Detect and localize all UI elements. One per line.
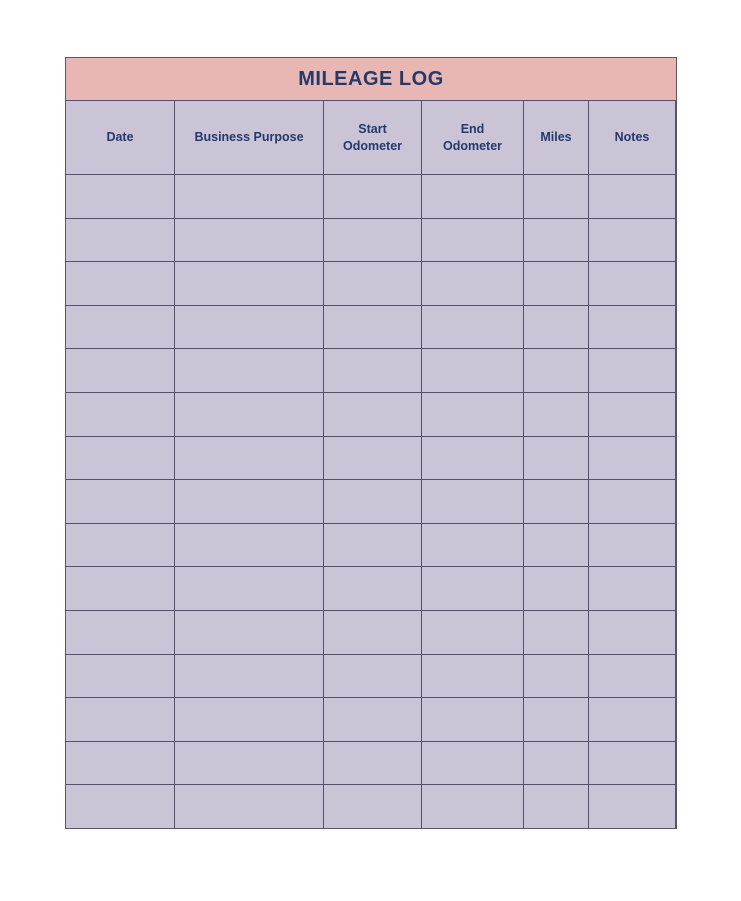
table-cell-start-odometer[interactable] (324, 175, 421, 218)
table-cell-notes[interactable] (589, 393, 675, 436)
table-cell-notes[interactable] (589, 306, 675, 349)
table-cell-start-odometer[interactable] (324, 262, 421, 305)
table-cell-date[interactable] (66, 567, 174, 610)
table-cell-business-purpose[interactable] (175, 437, 323, 480)
column-header-end-odometer: End Odometer (422, 101, 523, 174)
mileage-log-table (65, 57, 677, 829)
table-cell-notes[interactable] (589, 698, 675, 741)
table-cell-date[interactable] (66, 698, 174, 741)
table-cell-end-odometer[interactable] (422, 175, 523, 218)
table-cell-business-purpose[interactable] (175, 698, 323, 741)
table-cell-start-odometer[interactable] (324, 698, 421, 741)
table-cell-business-purpose[interactable] (175, 175, 323, 218)
table-cell-business-purpose[interactable] (175, 655, 323, 698)
table-cell-business-purpose[interactable] (175, 524, 323, 567)
table-cell-business-purpose[interactable] (175, 219, 323, 262)
table-cell-date[interactable] (66, 655, 174, 698)
table-cell-end-odometer[interactable] (422, 306, 523, 349)
table-cell-miles[interactable] (524, 567, 588, 610)
table-cell-end-odometer[interactable] (422, 611, 523, 654)
table-cell-miles[interactable] (524, 785, 588, 828)
table-cell-start-odometer[interactable] (324, 480, 421, 523)
table-cell-end-odometer[interactable] (422, 437, 523, 480)
table-cell-end-odometer[interactable] (422, 219, 523, 262)
table-cell-start-odometer[interactable] (324, 742, 421, 785)
table-cell-business-purpose[interactable] (175, 349, 323, 392)
table-cell-start-odometer[interactable] (324, 567, 421, 610)
table-cell-miles[interactable] (524, 611, 588, 654)
table-cell-miles[interactable] (524, 262, 588, 305)
table-cell-miles[interactable] (524, 524, 588, 567)
table-cell-start-odometer[interactable] (324, 219, 421, 262)
table-cell-miles[interactable] (524, 349, 588, 392)
table-cell-start-odometer[interactable] (324, 655, 421, 698)
log-grid (66, 101, 676, 828)
table-cell-miles[interactable] (524, 437, 588, 480)
table-cell-end-odometer[interactable] (422, 567, 523, 610)
table-title-band (66, 58, 676, 101)
table-cell-date[interactable] (66, 219, 174, 262)
table-cell-notes[interactable] (589, 480, 675, 523)
table-cell-business-purpose[interactable] (175, 742, 323, 785)
table-cell-notes[interactable] (589, 349, 675, 392)
table-cell-end-odometer[interactable] (422, 524, 523, 567)
table-cell-notes[interactable] (589, 567, 675, 610)
table-cell-start-odometer[interactable] (324, 349, 421, 392)
table-cell-date[interactable] (66, 480, 174, 523)
table-cell-business-purpose[interactable] (175, 785, 323, 828)
column-header-miles: Miles (524, 101, 588, 174)
table-cell-notes[interactable] (589, 524, 675, 567)
table-cell-miles[interactable] (524, 393, 588, 436)
table-title: MILEAGE LOG (298, 67, 444, 90)
table-cell-date[interactable] (66, 306, 174, 349)
table-cell-business-purpose[interactable] (175, 611, 323, 654)
table-cell-business-purpose[interactable] (175, 480, 323, 523)
column-header-business-purpose: Business Purpose (175, 101, 323, 174)
table-cell-start-odometer[interactable] (324, 393, 421, 436)
table-cell-business-purpose[interactable] (175, 306, 323, 349)
table-cell-business-purpose[interactable] (175, 567, 323, 610)
table-cell-end-odometer[interactable] (422, 742, 523, 785)
table-cell-notes[interactable] (589, 262, 675, 305)
table-cell-end-odometer[interactable] (422, 262, 523, 305)
table-cell-notes[interactable] (589, 655, 675, 698)
table-cell-end-odometer[interactable] (422, 480, 523, 523)
table-cell-date[interactable] (66, 393, 174, 436)
table-cell-start-odometer[interactable] (324, 524, 421, 567)
table-cell-miles[interactable] (524, 480, 588, 523)
table-cell-notes[interactable] (589, 219, 675, 262)
table-cell-miles[interactable] (524, 175, 588, 218)
table-cell-notes[interactable] (589, 175, 675, 218)
table-cell-date[interactable] (66, 524, 174, 567)
table-cell-notes[interactable] (589, 785, 675, 828)
table-cell-date[interactable] (66, 349, 174, 392)
table-cell-end-odometer[interactable] (422, 393, 523, 436)
table-cell-miles[interactable] (524, 742, 588, 785)
table-cell-miles[interactable] (524, 698, 588, 741)
table-cell-end-odometer[interactable] (422, 655, 523, 698)
column-header-start-odometer: Start Odometer (324, 101, 421, 174)
table-cell-business-purpose[interactable] (175, 262, 323, 305)
table-cell-start-odometer[interactable] (324, 611, 421, 654)
table-cell-date[interactable] (66, 611, 174, 654)
table-cell-miles[interactable] (524, 306, 588, 349)
table-cell-start-odometer[interactable] (324, 306, 421, 349)
table-cell-miles[interactable] (524, 219, 588, 262)
table-cell-end-odometer[interactable] (422, 698, 523, 741)
table-cell-date[interactable] (66, 437, 174, 480)
table-cell-end-odometer[interactable] (422, 785, 523, 828)
table-cell-business-purpose[interactable] (175, 393, 323, 436)
table-cell-start-odometer[interactable] (324, 437, 421, 480)
table-cell-miles[interactable] (524, 655, 588, 698)
table-cell-start-odometer[interactable] (324, 785, 421, 828)
table-cell-date[interactable] (66, 785, 174, 828)
column-header-notes: Notes (589, 101, 675, 174)
table-cell-date[interactable] (66, 742, 174, 785)
table-cell-date[interactable] (66, 175, 174, 218)
table-cell-notes[interactable] (589, 611, 675, 654)
table-cell-notes[interactable] (589, 437, 675, 480)
table-cell-notes[interactable] (589, 742, 675, 785)
table-cell-date[interactable] (66, 262, 174, 305)
column-header-date: Date (66, 101, 174, 174)
table-cell-end-odometer[interactable] (422, 349, 523, 392)
